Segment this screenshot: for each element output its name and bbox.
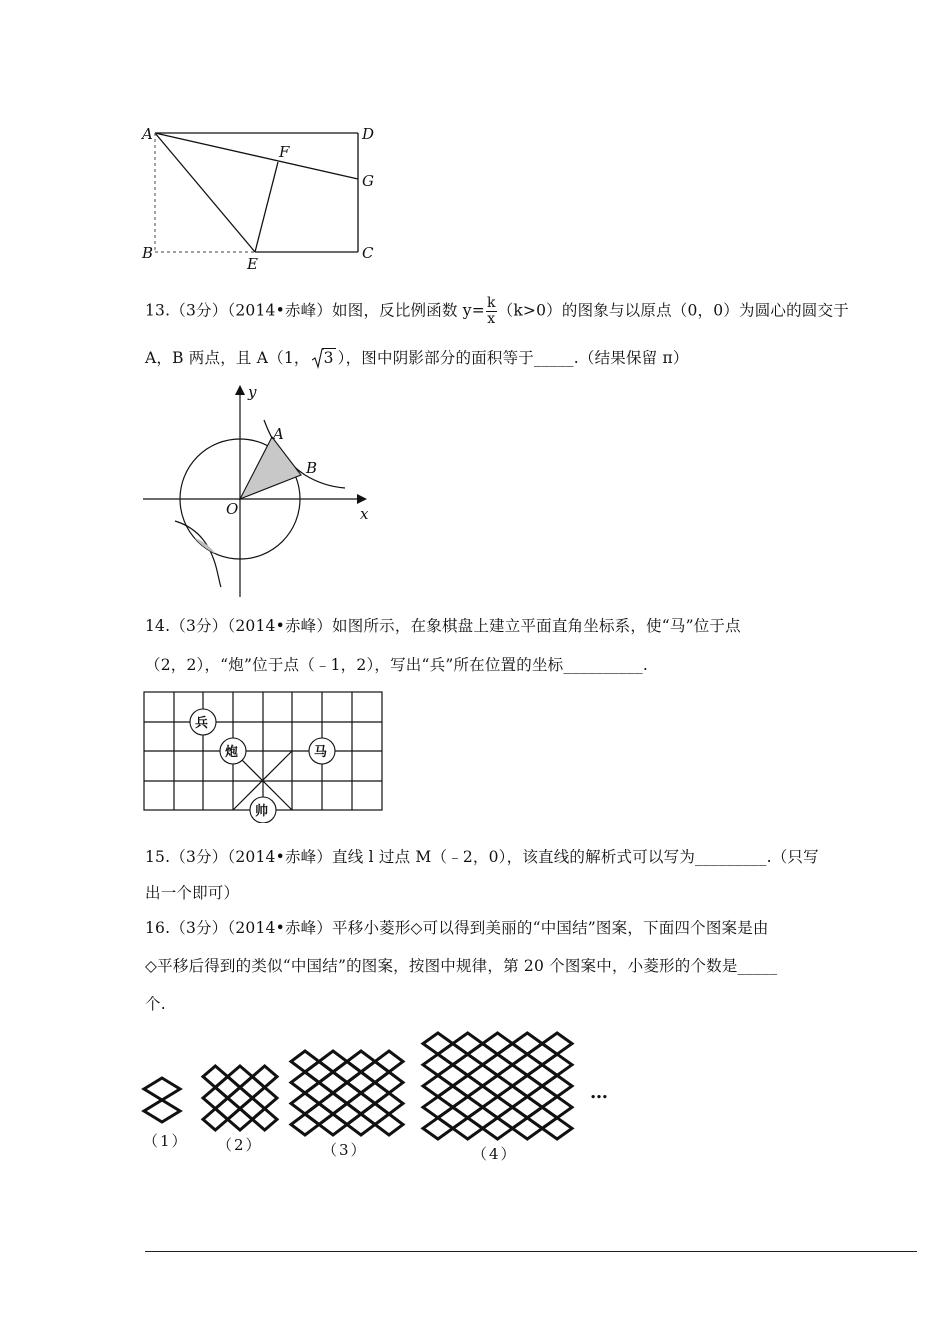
rhombus-cell bbox=[453, 1075, 483, 1096]
rhombus-cell bbox=[252, 1066, 277, 1087]
rhombus-cell bbox=[305, 1104, 333, 1125]
rhombus-cell bbox=[228, 1087, 253, 1108]
pattern-caption-2: （2） bbox=[217, 1136, 263, 1154]
rhombus-cell bbox=[468, 1086, 498, 1107]
rhombus-cell bbox=[228, 1109, 253, 1130]
rhombus-cell bbox=[483, 1075, 513, 1096]
rhombus-cell bbox=[438, 1086, 468, 1107]
rhombus-cell bbox=[319, 1072, 347, 1093]
rhombus-cell bbox=[438, 1044, 468, 1065]
rhombus-cell bbox=[347, 1114, 375, 1135]
rhombus-cell bbox=[542, 1033, 572, 1054]
rhombus-cell bbox=[542, 1054, 572, 1075]
rhombus-cell bbox=[291, 1072, 319, 1093]
label-point-B: B bbox=[306, 459, 318, 477]
rhombus-cell bbox=[319, 1051, 347, 1072]
piece-label-ma: 马 bbox=[314, 745, 328, 760]
rhombus-cell bbox=[423, 1118, 453, 1139]
rhombus-cell bbox=[468, 1065, 498, 1086]
rhombus-cell bbox=[291, 1093, 319, 1114]
label-F: F bbox=[279, 143, 290, 161]
q13-line2-prefix: A，B 两点，且 A（1， bbox=[145, 349, 310, 367]
rhombus-cell bbox=[291, 1051, 319, 1072]
q15-line1: 15.（3分）（2014•赤峰）直线 l 过点 M（﹣2，0），该直线的解析式可以写为_________.（只写 bbox=[145, 848, 819, 866]
rhombus-cell bbox=[347, 1093, 375, 1114]
rhombus-cell bbox=[483, 1097, 513, 1118]
rhombus-cell bbox=[361, 1104, 389, 1125]
rhombus-cell bbox=[498, 1107, 528, 1128]
pattern-caption-1: （1） bbox=[143, 1132, 189, 1150]
sqrt-symbol bbox=[312, 349, 336, 367]
piece-label-bing: 兵 bbox=[195, 716, 209, 731]
rhombus-cell bbox=[512, 1075, 542, 1096]
rhombus-cell bbox=[305, 1083, 333, 1104]
rhombus-cell bbox=[527, 1044, 557, 1065]
rhombus-cell bbox=[498, 1044, 528, 1065]
rhombus-cell bbox=[144, 1078, 180, 1100]
label-origin-O: O bbox=[226, 500, 239, 518]
rhombus-cell bbox=[423, 1033, 453, 1054]
rhombus-cell bbox=[468, 1107, 498, 1128]
label-D: D bbox=[362, 125, 375, 143]
sqrt-radicand: 3 bbox=[323, 349, 334, 367]
q15-line2: 出一个即可） bbox=[145, 884, 240, 902]
label-y-axis: y bbox=[248, 383, 257, 401]
q13-line1 bbox=[145, 296, 849, 327]
rhombus-cell bbox=[498, 1086, 528, 1107]
pattern-ellipsis: … bbox=[590, 1082, 608, 1103]
rhombus-cell bbox=[423, 1097, 453, 1118]
rhombus-cell bbox=[375, 1114, 403, 1135]
label-A: A bbox=[142, 125, 153, 143]
rhombus-cell bbox=[228, 1066, 253, 1087]
q16-line3: 个. bbox=[145, 995, 166, 1013]
rhombus-cell bbox=[319, 1093, 347, 1114]
rhombus-cell bbox=[483, 1054, 513, 1075]
rhombus-cell bbox=[203, 1066, 228, 1087]
rhombus-cell bbox=[512, 1118, 542, 1139]
rhombus-cell bbox=[527, 1107, 557, 1128]
q14-line2: （2，2），“炮”位于点（﹣1，2），写出“兵”所在位置的坐标__________. bbox=[145, 656, 648, 674]
rectangle-fold-figure bbox=[135, 120, 385, 275]
label-x-axis: x bbox=[360, 505, 369, 523]
x-axis-arrow-icon bbox=[357, 494, 367, 504]
rhombus-cell bbox=[375, 1093, 403, 1114]
rhombus-cell bbox=[438, 1065, 468, 1086]
radical-sign-icon bbox=[312, 347, 324, 369]
rhombus-cell bbox=[527, 1086, 557, 1107]
rhombus-cell bbox=[291, 1114, 319, 1135]
rhombus-cell bbox=[319, 1114, 347, 1135]
knot-pattern-4 bbox=[420, 1030, 575, 1142]
rhombus-cell bbox=[375, 1072, 403, 1093]
rhombus-cell bbox=[305, 1062, 333, 1083]
rhombus-cell bbox=[512, 1054, 542, 1075]
rhombus-cell bbox=[512, 1033, 542, 1054]
q13-prefix: 13.（3分）（2014•赤峰）如图，反比例函数 y= bbox=[145, 301, 485, 320]
rhombus-cell bbox=[542, 1097, 572, 1118]
fraction-denominator: x bbox=[487, 311, 496, 327]
rhombus-cell bbox=[333, 1104, 361, 1125]
rhombus-cell bbox=[453, 1033, 483, 1054]
rhombus-cell bbox=[203, 1109, 228, 1130]
label-C: C bbox=[362, 244, 374, 262]
rhombus-cell bbox=[203, 1087, 228, 1108]
rhombus-cell bbox=[423, 1054, 453, 1075]
rhombus-cell bbox=[542, 1118, 572, 1139]
rhombus-cell bbox=[483, 1118, 513, 1139]
q13-line2-suffix: ），图中阴影部分的面积等于_____.（结果保留 π） bbox=[337, 349, 689, 367]
rhombus-cell bbox=[215, 1077, 240, 1098]
rhombus-cell bbox=[361, 1062, 389, 1083]
rhombus-cell bbox=[240, 1077, 265, 1098]
y-axis-arrow-icon bbox=[235, 385, 245, 395]
rhombus-cell bbox=[252, 1087, 277, 1108]
q13-suffix: （k>0）的图象与以原点（0，0）为圆心的圆交于 bbox=[497, 301, 849, 320]
rhombus-cell bbox=[498, 1065, 528, 1086]
rhombus-cell bbox=[375, 1051, 403, 1072]
knot-pattern-1 bbox=[140, 1075, 184, 1125]
rhombus-cell bbox=[347, 1072, 375, 1093]
pattern-caption-4: （4） bbox=[472, 1145, 518, 1163]
label-E: E bbox=[247, 255, 258, 273]
label-G: G bbox=[362, 172, 374, 190]
rhombus-cell bbox=[423, 1075, 453, 1096]
rhombus-cell bbox=[215, 1098, 240, 1119]
rhombus-cell bbox=[527, 1065, 557, 1086]
rhombus-cell bbox=[453, 1118, 483, 1139]
knot-pattern-3 bbox=[288, 1048, 406, 1138]
circle-hyperbola-figure bbox=[140, 380, 380, 605]
label-B: B bbox=[142, 244, 154, 262]
rhombus-cell bbox=[240, 1098, 265, 1119]
piece-label-shuai: 帅 bbox=[255, 804, 269, 819]
q16-line2: ◇平移后得到的类似“中国结”的图案，按图中规律，第 20 个图案中，小菱形的个数是_____ bbox=[145, 957, 778, 975]
q16-line1: 16.（3分）（2014•赤峰）平移小菱形◇可以得到美丽的“中国结”图案，下面四个图案是由 bbox=[145, 919, 769, 937]
pattern-caption-3: （3） bbox=[322, 1141, 368, 1159]
rhombus-cell bbox=[453, 1097, 483, 1118]
rhombus-cell bbox=[542, 1075, 572, 1096]
q13-line2 bbox=[145, 346, 689, 368]
label-point-A: A bbox=[273, 425, 284, 443]
q14-line1: 14.（3分）（2014•赤峰）如图所示，在象棋盘上建立平面直角坐标系，使“马”位于点 bbox=[145, 617, 741, 635]
footer-rule bbox=[145, 1251, 917, 1252]
rhombus-cell bbox=[453, 1054, 483, 1075]
rhombus-cell bbox=[333, 1083, 361, 1104]
rhombus-cell bbox=[438, 1107, 468, 1128]
rhombus-cell bbox=[483, 1033, 513, 1054]
rhombus-cell bbox=[144, 1100, 180, 1122]
fraction-k-over-x bbox=[486, 296, 497, 327]
rhombus-cell bbox=[512, 1097, 542, 1118]
rhombus-cell bbox=[333, 1062, 361, 1083]
rhombus-cell bbox=[468, 1044, 498, 1065]
rhombus-cell bbox=[347, 1051, 375, 1072]
fraction-numerator: k bbox=[486, 295, 496, 311]
rhombus-cell bbox=[252, 1109, 277, 1130]
piece-label-pao: 炮 bbox=[225, 745, 239, 760]
rhombus-cell bbox=[361, 1083, 389, 1104]
knot-pattern-2 bbox=[200, 1063, 280, 1133]
